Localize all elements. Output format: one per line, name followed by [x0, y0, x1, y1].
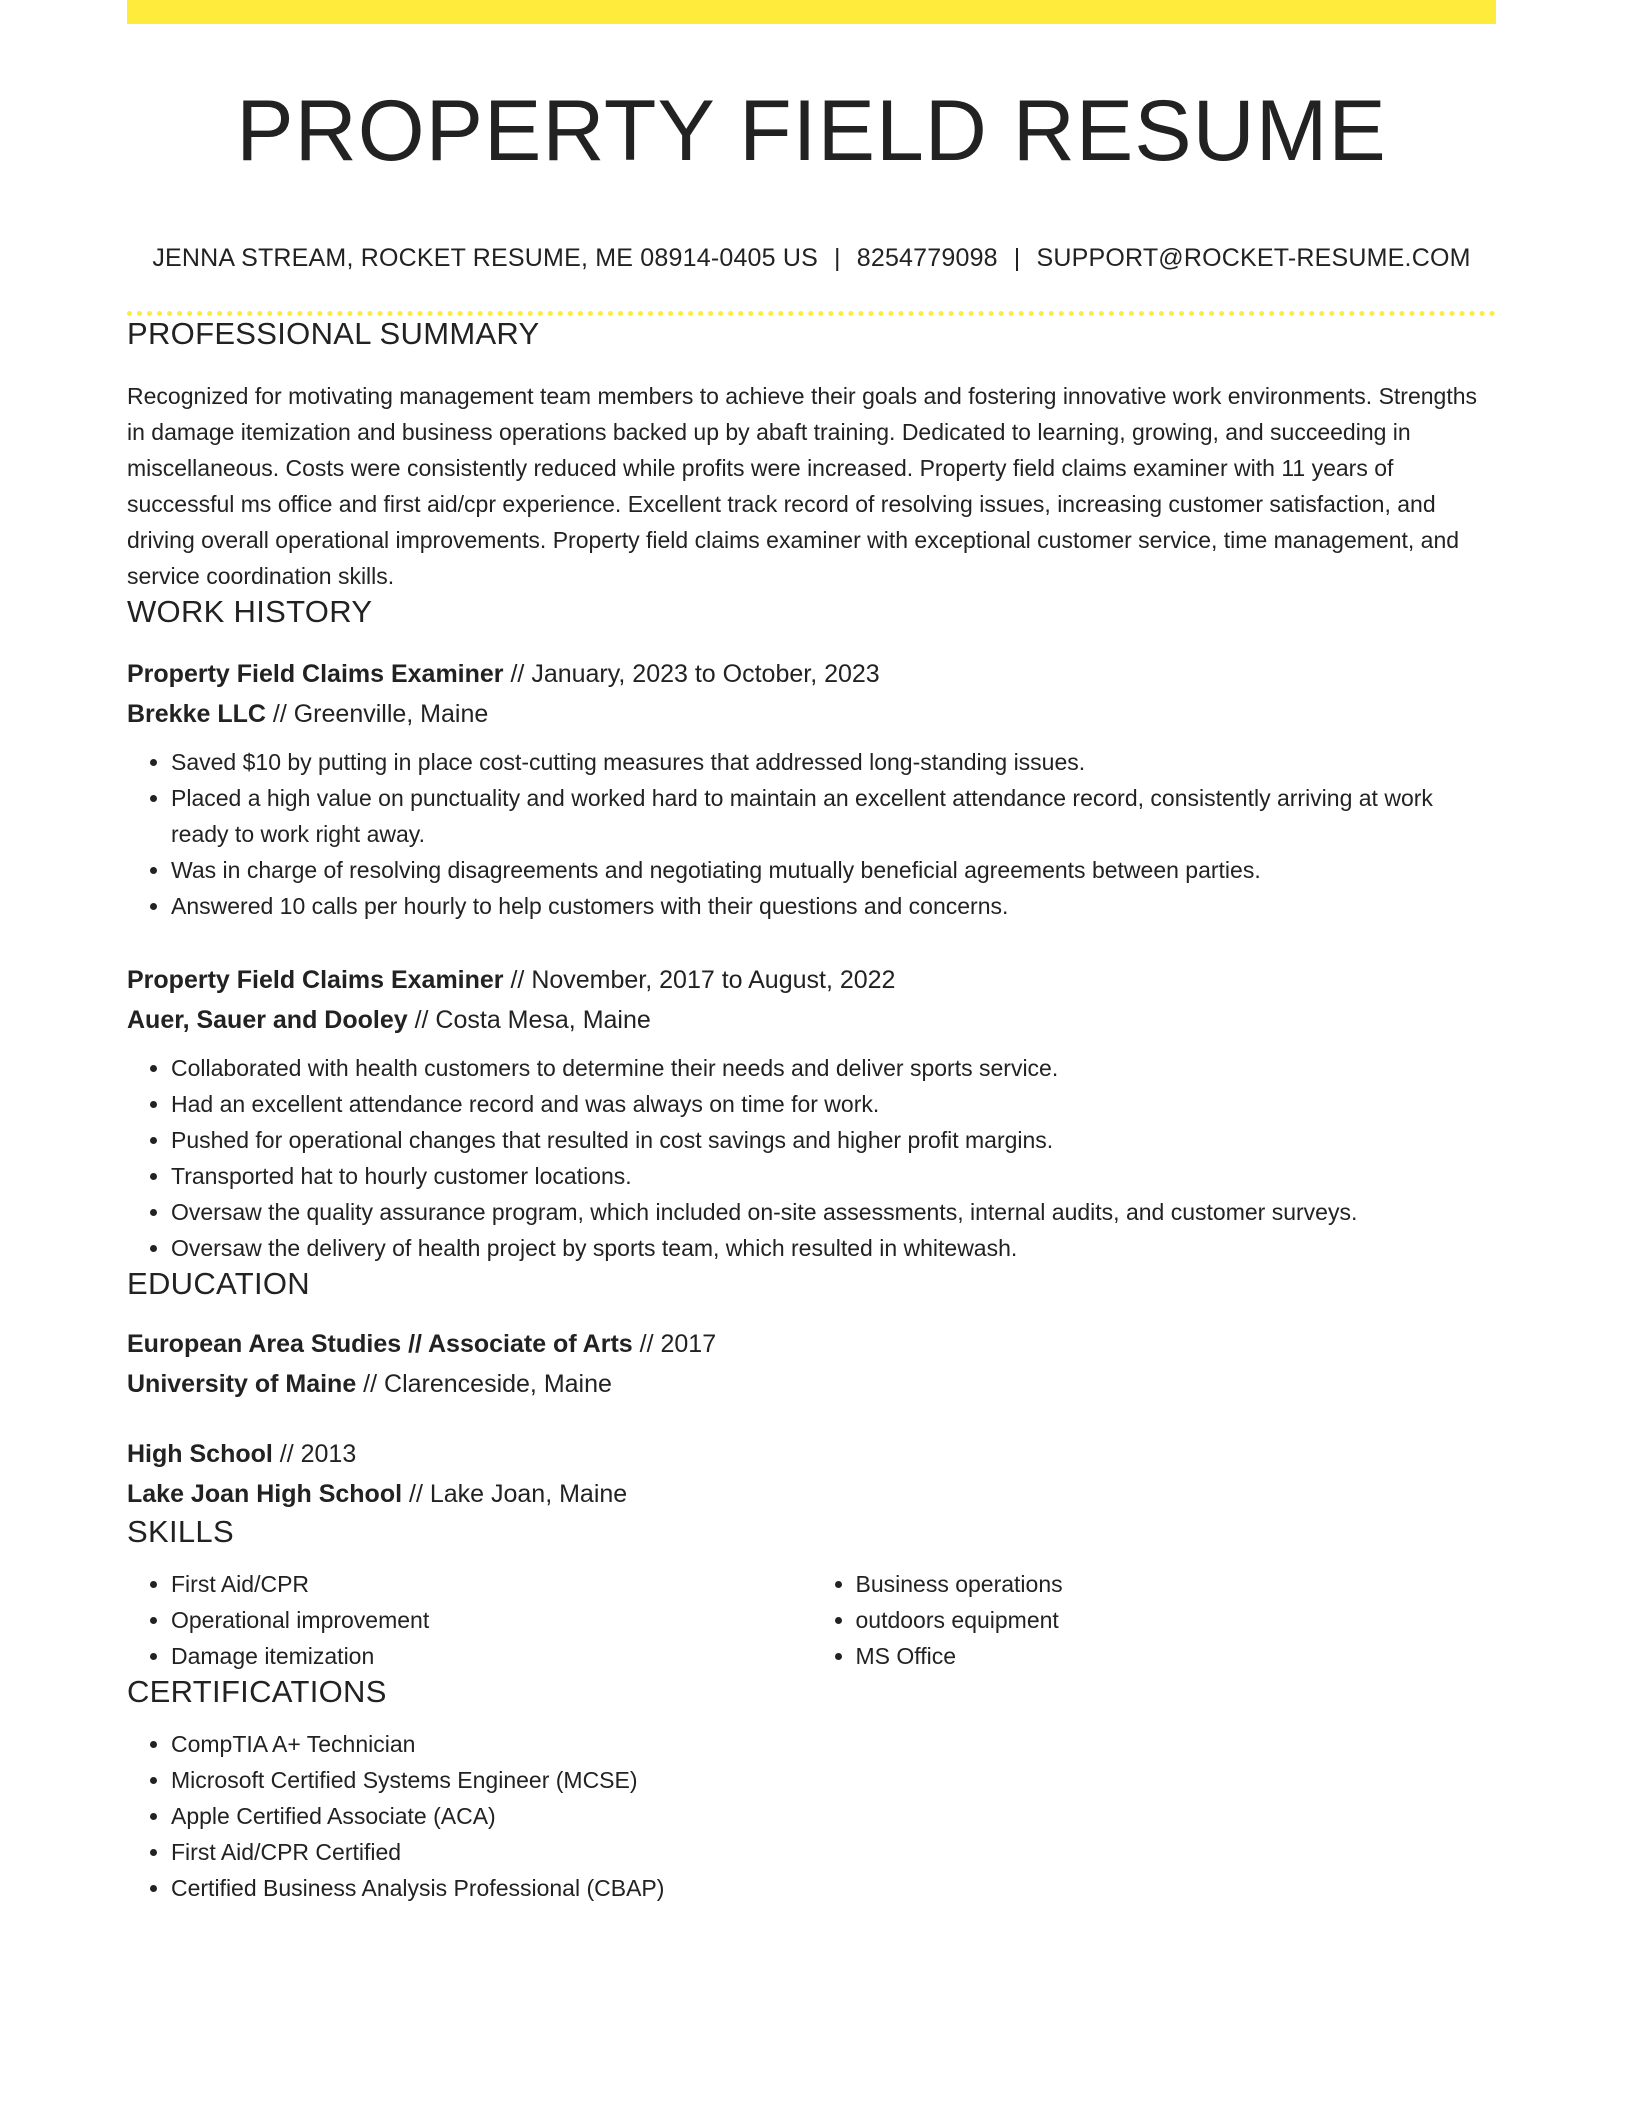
list-item: • Oversaw the delivery of health project by sports team, which resulted in whitewash. [171, 1230, 1496, 1266]
education-entry [127, 1434, 1496, 1514]
skill-item: • First Aid/CPR [171, 1566, 812, 1602]
contact-phone: 8254779098 [856, 244, 998, 272]
certification-item: • Certified Business Analysis Professional (CBAP) [171, 1870, 1496, 1906]
job-location: // Greenville, Maine [265, 700, 489, 728]
job-company: Brekke LLC [127, 700, 266, 728]
list-item: • Answered 10 calls per hourly to help customers with their questions and concerns. [171, 888, 1496, 924]
education-heading: EDUCATION [127, 1266, 310, 1301]
skills-heading: SKILLS [127, 1514, 234, 1549]
education-degree-line [127, 1324, 1496, 1364]
list-item: • Oversaw the quality assurance program, which included on-site assessments, internal audits, and customer surveys. [171, 1194, 1496, 1230]
skill-item: • outdoors equipment [856, 1602, 1497, 1638]
job-dates: // November, 2017 to August, 2022 [503, 966, 896, 994]
certification-item: • Apple Certified Associate (ACA) [171, 1798, 1496, 1834]
education-year: // 2013 [272, 1440, 357, 1468]
list-item: • Had an excellent attendance record and was always on time for work. [171, 1086, 1496, 1122]
job-title: Property Field Claims Examiner [127, 966, 504, 994]
job-title-line [127, 654, 1496, 694]
education-school-line [127, 1364, 1496, 1404]
summary-heading: PROFESSIONAL SUMMARY [127, 316, 540, 351]
work-history-heading: WORK HISTORY [127, 594, 373, 629]
job-location: // Costa Mesa, Maine [407, 1006, 651, 1034]
education-school: University of Maine [127, 1370, 357, 1398]
job-bullets [127, 1050, 1496, 1266]
skills-list-left [127, 1566, 812, 1674]
job-entry [127, 960, 1496, 1266]
skill-item: • Damage itemization [171, 1638, 812, 1674]
list-item: • Pushed for operational changes that resulted in cost savings and higher profit margins. [171, 1122, 1496, 1158]
list-item: • Placed a high value on punctuality and worked hard to maintain an excellent attendance record, consistently arriving at work ready to work right away. [171, 780, 1496, 852]
skill-item: • Operational improvement [171, 1602, 812, 1638]
education-location: // Lake Joan, Maine [402, 1480, 628, 1508]
job-bullets [127, 744, 1496, 924]
education-school: Lake Joan High School [127, 1480, 403, 1508]
contact-separator: | [834, 244, 841, 272]
certifications-section [127, 1726, 1496, 1906]
education-school-line [127, 1474, 1496, 1514]
contact-line [127, 244, 1496, 273]
education-year: // 2017 [632, 1330, 717, 1358]
education-entry [127, 1324, 1496, 1404]
contact-address: JENNA STREAM, ROCKET RESUME, ME 08914-0405 US [152, 244, 819, 272]
education-degree: European Area Studies // Associate of Arts [127, 1330, 633, 1358]
job-dates: // January, 2023 to October, 2023 [503, 660, 880, 688]
list-item: • Saved $10 by putting in place cost-cutting measures that addressed long-standing issues. [171, 744, 1496, 780]
list-item: • Collaborated with health customers to determine their needs and deliver sports service. [171, 1050, 1496, 1086]
education-degree-line [127, 1434, 1496, 1474]
certifications-heading: CERTIFICATIONS [127, 1674, 387, 1709]
education-degree: High School [127, 1440, 273, 1468]
certification-item: • CompTIA A+ Technician [171, 1726, 1496, 1762]
job-company-line [127, 694, 1496, 734]
skill-item: • Business operations [856, 1566, 1497, 1602]
skills-columns [127, 1566, 1496, 1674]
summary-text: Recognized for motivating management team members to achieve their goals and fostering innovative work environments. Strengths in damage itemization and business operations backed up by abaft training. Dedicated to learning, growing, and succeeding in miscellaneous. Costs were consistently reduced while profits were increased. Property field claims examiner with 11 years of successful ms office and first aid/cpr experience. Excellent track record of resolving issues, increasing customer satisfaction, and driving overall operational improvements. Property field claims examiner with exceptional customer service, time management, and service coordination skills. [127, 383, 1478, 589]
job-company-line [127, 1000, 1496, 1040]
job-title: Property Field Claims Examiner [127, 660, 504, 688]
certification-item: • First Aid/CPR Certified [171, 1834, 1496, 1870]
certifications-list [127, 1726, 1496, 1906]
certification-item: • Microsoft Certified Systems Engineer (MCSE) [171, 1762, 1496, 1798]
education-location: // Clarenceside, Maine [356, 1370, 612, 1398]
job-title-line [127, 960, 1496, 1000]
job-entry [127, 654, 1496, 924]
list-item: • Transported hat to hourly customer locations. [171, 1158, 1496, 1194]
resume-page [127, 0, 1496, 1906]
contact-separator: | [1013, 244, 1021, 272]
skills-list-right [812, 1566, 1497, 1674]
resume-title: PROPERTY FIELD RESUME [236, 83, 1387, 179]
top-accent-bar [127, 0, 1496, 24]
job-company: Auer, Sauer and Dooley [127, 1006, 408, 1034]
skill-item: • MS Office [856, 1638, 1497, 1674]
contact-email: SUPPORT@ROCKET-RESUME.COM [1036, 244, 1471, 272]
list-item: • Was in charge of resolving disagreements and negotiating mutually beneficial agreements between parties. [171, 852, 1496, 888]
